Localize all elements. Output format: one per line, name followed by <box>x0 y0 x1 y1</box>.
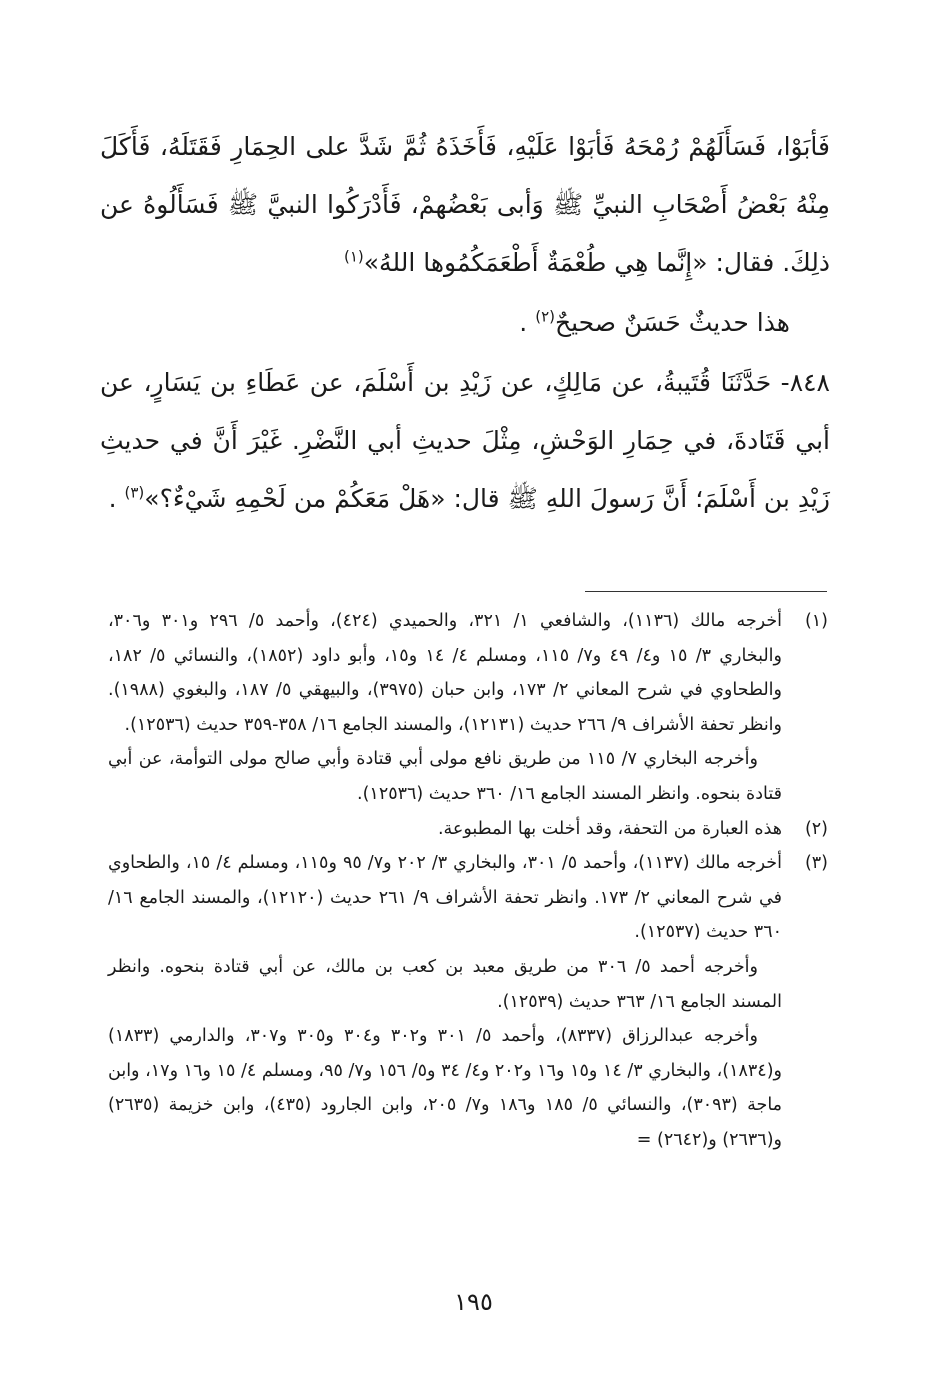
footnote-paragraph: أخرجه مالك (١١٣٧)، وأحمد ٥/ ٣٠١، والبخاري ٣/ ٢٠٢ و٧/ ٩٥ و١١٥، ومسلم ٤/ ١٥، والطحاوي في شرح المعاني ٢/ ١٧٣. وانظر تحفة الأشراف ٩/ ٢٦١ حديث (١٢١٢٠)، والمسند الجامع ١٦/ ٣٦٠ حديث (١٢٥٣٧). <box>108 853 782 943</box>
page-number: ١٩٥ <box>454 1288 493 1316</box>
footnote-ref-3[interactable]: (٣) <box>124 483 145 502</box>
footnote-number: (٢) <box>804 818 828 839</box>
footnote-3 <box>108 846 828 1157</box>
footnote-body <box>108 846 782 1157</box>
footnote-ref-1[interactable]: (١) <box>343 247 364 266</box>
footnote-2 <box>108 812 828 847</box>
hadith-848-end: . <box>108 484 125 513</box>
grading-statement-end: . <box>519 308 536 337</box>
footnote-separator <box>585 591 827 592</box>
footnote-number: (١) <box>804 611 828 631</box>
footnote-paragraph: أخرجه مالك (١١٣٦)، والشافعي ١/ ٣٢١، والحميدي (٤٢٤)، وأحمد ٥/ ٢٩٦ و٣٠١ و٣٠٦، والبخاري ٣/ ١٥ و٤/ ٤٩ و٧/ ١١٥، ومسلم ٤/ ١٤ و١٥، وأبو داود (١٨٥٢)، والنسائي ٥/ ١٨٢، والطحاوي في شرح المعاني ٢/ ١٧٣، وابن حبان (٣٩٧٥)، والبيهقي ٥/ ١٨٧، والبغوي (١٩٨٨). وانظر تحفة الأشراف ٩/ ٢٦٦ حديث (١٢١٣١)، والمسند الجامع ١٦/ ٣٥٨-٣٥٩ حديث (١٢٥٣٦). <box>108 611 783 735</box>
footnote-paragraph: وأخرجه البخاري ٧/ ١١٥ من طريق نافع مولى أبي قتادة وأبي صالح مولى التوأمة، عن أبي قتادة بنحوه. وانظر المسند الجامع ١٦/ ٣٦٠ حديث (١٢٥٣٦). <box>108 749 782 804</box>
hadith-paragraph-1-text: فَأبَوْا، فَسَأَلَهُمْ رُمْحَهُ فَأبَوْا عَلَيْهِ، فَأَخَذَهُ ثُمَّ شَدَّ على الحِمَارِ فَقَتَلَهُ، فَأَكَلَ مِنْهُ بَعْضُ أَصْحَابِ النبيِّ ﷺ وَأبى بَعْضُهمْ، فَأَدْرَكُوا النبيَّ ﷺ فَسَأَلُوهُ عن ذلِكَ. فقال: «إِنَّما هِي طُعْمَةٌ أَطْعَمَكُمُوها اللهُ» <box>100 132 830 277</box>
footnote-body <box>108 812 782 847</box>
hadith-paragraph-1 <box>100 118 830 292</box>
grading-statement-text: هذا حديثٌ حَسَنٌ صحيحٌ <box>554 308 790 337</box>
footnote-number: (٣) <box>804 853 828 874</box>
footnote-paragraph: هذه العبارة من التحفة، وقد أخلت بها المطبوعة. <box>437 818 782 839</box>
footnote-1 <box>108 604 828 812</box>
footnote-paragraph: وأخرجه أحمد ٥/ ٣٠٦ من طريق معبد بن كعب بن مالك، عن أبي قتادة بنحوه. وانظر المسند الجامع ١٦/ ٣٦٣ حديث (١٢٥٣٩). <box>108 956 782 1012</box>
footnote-paragraph: وأخرجه عبدالرزاق (٨٣٣٧)، وأحمد ٥/ ٣٠١ و٣٠٢ و٣٠٤ و٣٠٥ و٣٠٧، والدارمي (١٨٣٣) و(١٨٣٤)، والبخاري ٣/ ١٤ و١٥ و١٦ و٢٠٢ و٤/ ٣٤ و٥/ ١٥٦ و٧/ ٩٥، ومسلم ٤/ ١٥ و١٦ و١٧، وابن ماجة (٣٠٩٣)، والنسائي ٥/ ١٨٥ و١٨٦ و٧/ ٢٠٥، وابن الجارود (٤٣٥)، وابن خزيمة (٢٦٣٥) و(٢٦٣٦) و(٢٦٤٢) = <box>108 1026 783 1150</box>
footnotes-section <box>108 604 828 1158</box>
grading-statement <box>100 294 830 352</box>
main-text-block <box>100 118 830 528</box>
hadith-848 <box>100 354 830 528</box>
hadith-848-text: ٨٤٨- حَدَّثَنَا قُتَيبةُ، عن مَالِكٍ، عن زَيْدِ بن أَسْلَمَ، عن عَطَاءِ بن يَسَارٍ، عن أبي قَتَادةَ، في حِمَارِ الوَحْشِ، مِثْلَ حديثِ أبي النَّضْرِ. غَيْرَ أَنَّ في حديثِ زَيْدِ بن أَسْلَمَ؛ أَنَّ رَسولَ اللهِ ﷺ قال: «هَلْ مَعَكُمْ من لَحْمِهِ شَيْءٌ؟» <box>100 368 830 513</box>
footnote-ref-2[interactable]: (٢) <box>535 307 555 326</box>
footnote-body <box>108 604 782 812</box>
main-body <box>100 118 830 528</box>
